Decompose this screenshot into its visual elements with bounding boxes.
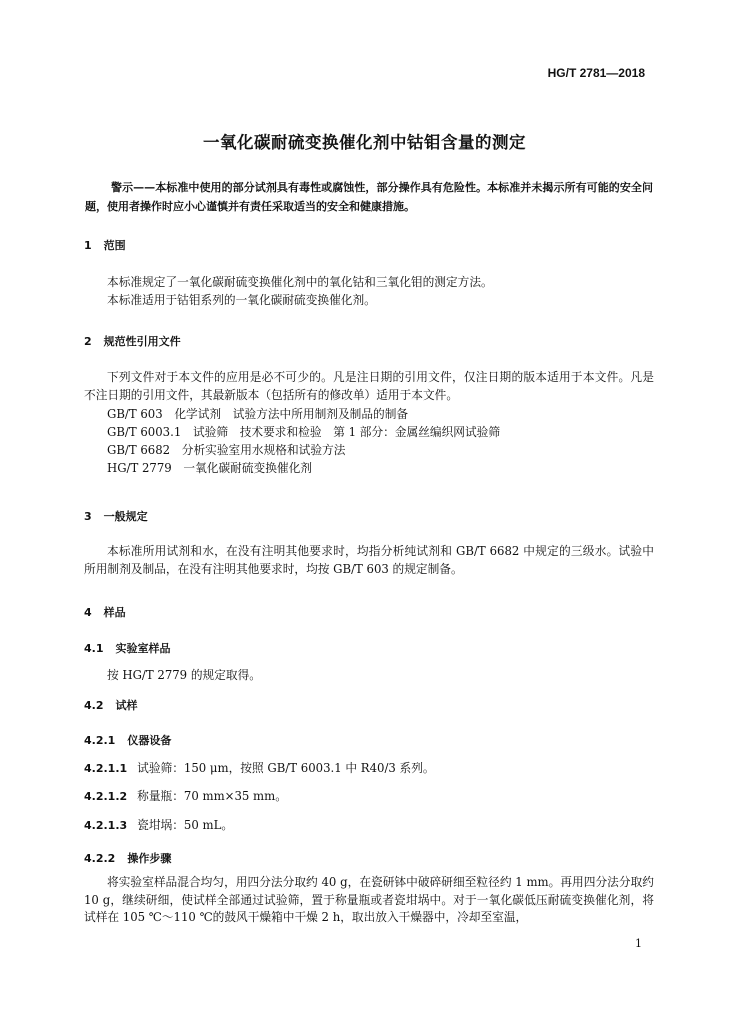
page-number: 1 <box>635 937 642 950</box>
item-number: 4.2.1.2 <box>84 790 128 803</box>
item-4-2-1-1 <box>84 760 435 778</box>
warning-paragraph: 警示——本标准中使用的部分试剂具有毒性或腐蚀性，部分操作具有危险性。本标准并未揭示所有可能的安全问题，使用者操作时应小心谨慎并有责任采取适当的安全和健康措施。 <box>85 181 653 213</box>
reference-item: GB/T 6682 分析实验室用水规格和试验方法 <box>107 443 346 457</box>
scope-line-1: 本标准规定了一氧化碳耐硫变换催化剂中的氧化钴和三氧化钼的测定方法。 <box>107 275 493 289</box>
standard-number: HG/T 2781—2018 <box>547 66 645 80</box>
section-4-heading <box>84 604 126 620</box>
section-number: 1 <box>84 239 92 252</box>
subsection-4-2-heading <box>84 697 138 713</box>
lab-sample-text: 按 HG/T 2779 的规定取得。 <box>107 668 261 682</box>
subsection-title: 仪器设备 <box>127 734 172 747</box>
subsection-number: 4.2.1 <box>84 734 116 747</box>
procedure-paragraph: 将实验室样品混合均匀，用四分法分取约 40 g，在瓷研钵中破碎研细至粒径约 1 mm。再用四分法分取约 10 g，继续研细，使试样全部通过试验筛，置于称量瓶或者瓷坩埚中。对于一氧化碳低压耐硫变换催化剂，将试样在 105 ℃～110 ℃的鼓风干燥箱中干燥 2 h，取出放入干燥器中，冷却至室温， <box>84 875 654 924</box>
scope-line-2: 本标准适用于钴钼系列的一氧化碳耐硫变换催化剂。 <box>107 293 376 307</box>
subsection-4-1-heading <box>84 640 171 656</box>
item-4-2-1-3 <box>84 817 233 835</box>
section-number: 2 <box>84 335 92 348</box>
reference-item: GB/T 603 化学试剂 试验方法中所用制剂及制品的制备 <box>107 407 409 421</box>
item-4-2-1-2 <box>84 788 287 806</box>
section-title: 一般规定 <box>103 510 148 523</box>
subsection-number: 4.2 <box>84 699 104 712</box>
subsection-number: 4.2.2 <box>84 852 116 865</box>
subsection-title: 试样 <box>115 699 138 712</box>
subsection-title: 实验室样品 <box>115 642 171 655</box>
document-title: 一氧化碳耐硫变换催化剂中钴钼含量的测定 <box>203 133 526 152</box>
section-3-heading <box>84 508 148 524</box>
section-title: 范围 <box>103 239 126 252</box>
subsection-4-2-2-heading <box>84 850 171 866</box>
item-number: 4.2.1.1 <box>84 762 128 775</box>
section-number: 4 <box>84 606 92 619</box>
section-number: 3 <box>84 510 92 523</box>
section-title: 样品 <box>103 606 126 619</box>
section-2-heading <box>84 333 181 349</box>
subsection-number: 4.1 <box>84 642 104 655</box>
item-text: 试验筛：150 μm，按照 GB/T 6003.1 中 R40/3 系列。 <box>137 761 435 775</box>
normative-intro: 下列文件对于本文件的应用是必不可少的。凡是注日期的引用文件，仅注日期的版本适用于本文件。凡是不注日期的引用文件，其最新版本（包括所有的修改单）适用于本文件。 <box>84 370 654 402</box>
reference-item: HG/T 2779 一氧化碳耐硫变换催化剂 <box>107 461 312 475</box>
item-text: 称量瓶：70 mm×35 mm。 <box>137 789 287 803</box>
reference-item: GB/T 6003.1 试验筛 技术要求和检验 第 1 部分：金属丝编织网试验筛 <box>107 425 501 439</box>
section-title: 规范性引用文件 <box>103 335 181 348</box>
subsection-4-2-1-heading <box>84 732 171 748</box>
general-rules-paragraph: 本标准所用试剂和水，在没有注明其他要求时，均指分析纯试剂和 GB/T 6682 中规定的三级水。试验中所用制剂及制品，在没有注明其他要求时，均按 GB/T 603 的规定制备。 <box>84 544 654 576</box>
section-1-heading <box>84 237 126 253</box>
item-number: 4.2.1.3 <box>84 819 128 832</box>
item-text: 瓷坩埚：50 mL。 <box>137 818 234 832</box>
subsection-title: 操作步骤 <box>127 852 172 865</box>
